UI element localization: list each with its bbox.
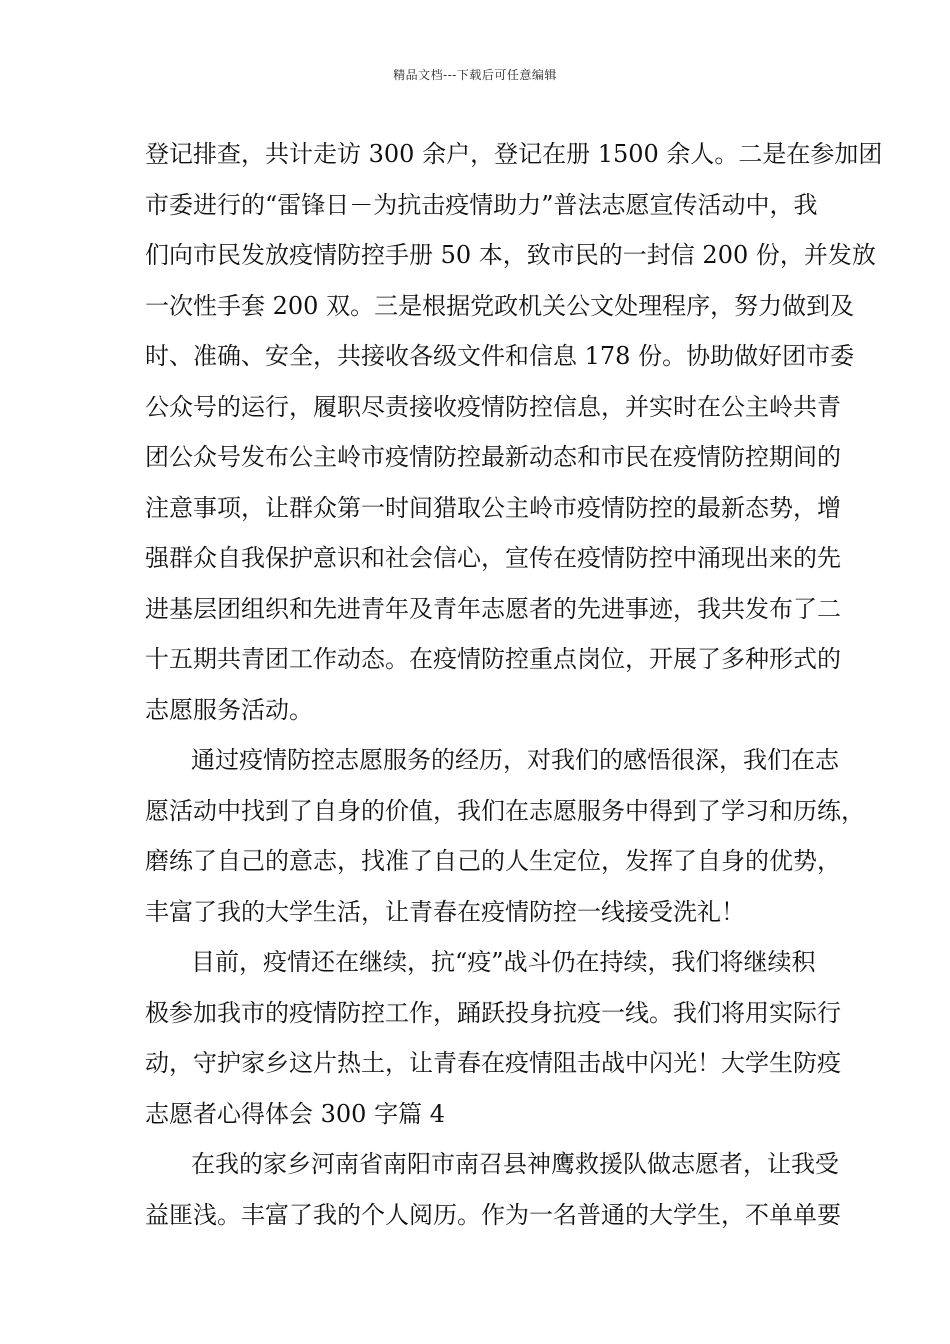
- text-line: 们向市民发放疫情防控手册 50 本，致市民的一封信 200 份，并发放: [145, 241, 876, 269]
- text-line: 注意事项，让群众第一时间猎取公主岭市疫情防控的最新态势，增: [145, 493, 841, 522]
- text-line: 一次性手套 200 双。三是根据党政机关公文处理程序，努力做到及: [145, 291, 855, 320]
- text-line: 益匪浅。丰富了我的个人阅历。作为一名普通的大学生，不单单要: [145, 1200, 841, 1229]
- text-line: 动，守护家乡这片热土，让青春在疫情阻击战中闪光！大学生防疫: [145, 1049, 841, 1077]
- paragraph-first-line: 目前，疫情还在继续，抗“疫”战斗仍在持续，我们将继续积: [191, 948, 816, 976]
- text-line: 登记排查，共计走访 300 余户，登记在册 1500 余人。二是在参加团: [145, 140, 883, 168]
- paragraph-first-line: 通过疫情防控志愿服务的经历，对我们的感悟很深，我们在志: [191, 746, 839, 774]
- text-line: 公众号的运行，履职尽责接收疫情防控信息，并实时在公主岭共青: [145, 392, 841, 421]
- page-header: 精品文档---下载后可任意编辑: [393, 68, 557, 82]
- text-line: 强群众自我保护意识和社会信心，宣传在疫情防控中涌现出来的先: [145, 544, 841, 572]
- text-line: 磨练了自己的意志，找准了自己的人生定位，发挥了自身的优势，: [145, 847, 841, 875]
- text-line: 愿活动中找到了自身的价值，我们在志愿服务中得到了学习和历练，: [145, 796, 865, 825]
- text-line: 进基层团组织和先进青年及青年志愿者的先进事迹，我共发布了二: [145, 594, 841, 623]
- text-line: 市委进行的“雷锋日－为抗击疫情助力”普法志愿宣传活动中，我: [145, 190, 818, 219]
- text-line: 极参加我市的疫情防控工作，踊跃投身抗疫一线。我们将用实际行: [145, 998, 841, 1027]
- text-line: 十五期共青团工作动态。在疫情防控重点岗位，开展了多种形式的: [145, 645, 841, 673]
- paragraph-first-line: 在我的家乡河南省南阳市南召县神鹰救援队做志愿者，让我受: [191, 1150, 839, 1178]
- text-line: 团公众号发布公主岭市疫情防控最新动态和市民在疫情防控期间的: [145, 443, 841, 471]
- text-line: 志愿服务活动。: [145, 695, 313, 724]
- document-body: [145, 129, 883, 1240]
- text-line: 丰富了我的大学生活，让青春在疫情防控一线接受洗礼！: [145, 897, 745, 926]
- text-line: 志愿者心得体会 300 字篇 4: [145, 1099, 445, 1128]
- text-line: 时、准确、安全，共接收各级文件和信息 178 份。协助做好团市委: [145, 342, 855, 370]
